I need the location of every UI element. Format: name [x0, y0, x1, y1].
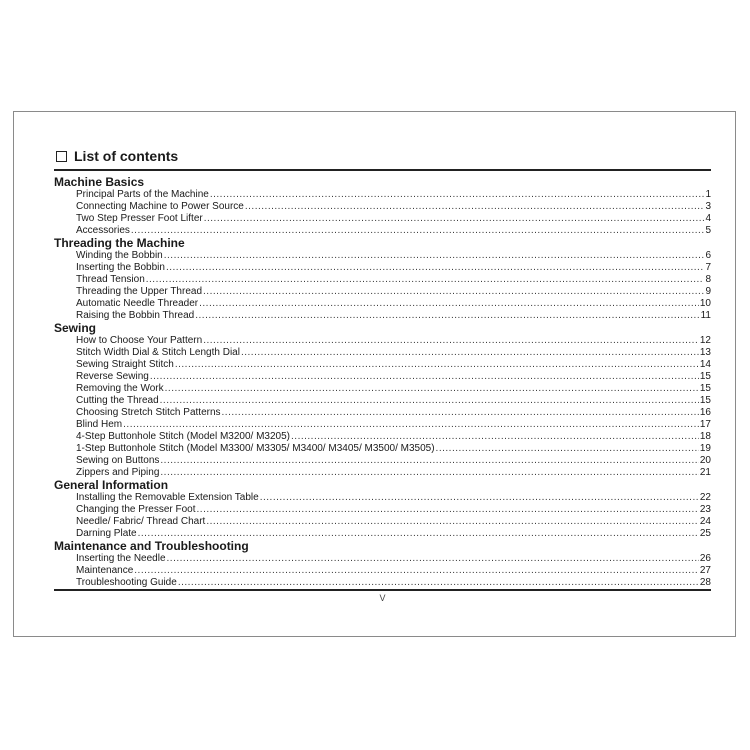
toc-entry-page: 18 — [699, 431, 711, 442]
dot-leader — [160, 395, 699, 407]
toc-entry-label: Automatic Needle Threader — [76, 298, 199, 309]
toc-entry-label: Sewing Straight Stitch — [76, 359, 174, 370]
toc-entry-page: 17 — [699, 419, 711, 430]
toc-entry-page: 9 — [705, 286, 711, 297]
toc-entry-page: 20 — [699, 455, 711, 466]
toc-entry-page: 28 — [699, 577, 711, 588]
toc-entry-page: 7 — [705, 262, 711, 273]
toc-entry[interactable] — [54, 419, 711, 431]
toc-entry[interactable] — [54, 310, 711, 322]
toc-entry-page: 1 — [705, 189, 711, 200]
toc-entry-page: 25 — [699, 528, 711, 539]
toc-entry-label: Zippers and Piping — [76, 467, 160, 478]
checkbox-icon — [56, 151, 67, 162]
toc-entry[interactable] — [54, 407, 711, 419]
title-row — [56, 148, 178, 164]
toc-entry-label: Thread Tension — [76, 274, 145, 285]
toc-entry[interactable] — [54, 274, 711, 286]
toc-entry-page: 15 — [699, 383, 711, 394]
toc-entry[interactable] — [54, 213, 711, 225]
toc-entry-label: 1-Step Buttonhole Stitch (Model M3300/ M3305/ M3400/ M3405/ M3500/ M3505) — [76, 443, 435, 454]
toc-entry-label: Troubleshooting Guide — [76, 577, 177, 588]
toc-entry[interactable] — [54, 298, 711, 310]
toc-entry-page: 10 — [699, 298, 711, 309]
toc-entry[interactable] — [54, 262, 711, 274]
dot-leader — [291, 431, 699, 443]
toc-entry-page: 15 — [699, 371, 711, 382]
dot-leader — [195, 310, 699, 322]
toc-entry[interactable] — [54, 383, 711, 395]
toc-entry-label: Threading the Upper Thread — [76, 286, 203, 297]
toc-entry-label: Winding the Bobbin — [76, 250, 163, 261]
toc-entry[interactable] — [54, 431, 711, 443]
toc-entry[interactable] — [54, 395, 711, 407]
toc-entry-label: Principal Parts of the Machine — [76, 189, 209, 200]
section-heading: Machine Basics — [54, 175, 145, 189]
toc-entry[interactable] — [54, 565, 711, 577]
toc-entry-label: Installing the Removable Extension Table — [76, 492, 259, 503]
toc-entry[interactable] — [54, 250, 711, 262]
toc-entry-page: 22 — [699, 492, 711, 503]
toc-entry-page: 13 — [699, 347, 711, 358]
dot-leader — [178, 577, 699, 589]
section-heading: General Information — [54, 478, 169, 492]
table-of-contents — [54, 176, 711, 589]
toc-entry[interactable] — [54, 286, 711, 298]
toc-entry-page: 15 — [699, 395, 711, 406]
top-divider — [54, 169, 711, 171]
dot-leader — [165, 383, 699, 395]
dot-leader — [146, 274, 705, 286]
toc-entry-label: Changing the Presser Foot — [76, 504, 196, 515]
toc-entry-label: Cutting the Thread — [76, 395, 159, 406]
toc-entry[interactable] — [54, 359, 711, 371]
toc-entry-page: 16 — [699, 407, 711, 418]
toc-entry-label: Choosing Stretch Stitch Patterns — [76, 407, 221, 418]
toc-entry-label: Connecting Machine to Power Source — [76, 201, 244, 212]
toc-entry-page: 3 — [705, 201, 711, 212]
toc-entry-label: Removing the Work — [76, 383, 164, 394]
toc-entry-page: 12 — [699, 335, 711, 346]
toc-entry-page: 5 — [705, 225, 711, 236]
toc-entry-label: 4-Step Buttonhole Stitch (Model M3200/ M3205) — [76, 431, 291, 442]
bottom-divider — [54, 589, 711, 591]
toc-entry-label: Blind Hem — [76, 419, 123, 430]
dot-leader — [160, 467, 698, 479]
toc-entry[interactable] — [54, 553, 711, 565]
toc-entry-page: 4 — [705, 213, 711, 224]
dot-leader — [203, 335, 699, 347]
toc-entry[interactable] — [54, 492, 711, 504]
section-heading: Threading the Machine — [54, 236, 185, 250]
toc-entry-label: Inserting the Needle — [76, 553, 166, 564]
dot-leader — [199, 298, 699, 310]
toc-entry-label: Needle/ Fabric/ Thread Chart — [76, 516, 206, 527]
dot-leader — [222, 407, 699, 419]
dot-leader — [206, 516, 699, 528]
dot-leader — [131, 225, 705, 237]
toc-entry[interactable] — [54, 443, 711, 455]
dot-leader — [167, 553, 699, 565]
dot-leader — [160, 455, 698, 467]
toc-entry-label: Reverse Sewing — [76, 371, 149, 382]
dot-leader — [175, 359, 699, 371]
dot-leader — [260, 492, 699, 504]
toc-entry-page: 21 — [699, 467, 711, 478]
toc-entry[interactable] — [54, 504, 711, 516]
toc-entry-page: 11 — [700, 310, 711, 321]
dot-leader — [203, 286, 704, 298]
toc-entry-label: Accessories — [76, 225, 130, 236]
toc-entry-label: Inserting the Bobbin — [76, 262, 165, 273]
toc-entry-label: Two Step Presser Foot Lifter — [76, 213, 203, 224]
dot-leader — [166, 262, 704, 274]
toc-entry[interactable] — [54, 516, 711, 528]
toc-entry[interactable] — [54, 335, 711, 347]
toc-entry[interactable] — [54, 189, 711, 201]
toc-entry-page: 8 — [705, 274, 711, 285]
toc-entry-page: 14 — [699, 359, 711, 370]
toc-entry-page: 19 — [699, 443, 711, 454]
dot-leader — [134, 565, 699, 577]
dot-leader — [204, 213, 705, 225]
toc-entry-label: Darning Plate — [76, 528, 137, 539]
page-title: List of contents — [74, 148, 179, 164]
document-page — [13, 111, 736, 637]
toc-entry-label: Sewing on Buttons — [76, 455, 160, 466]
dot-leader — [150, 371, 699, 383]
page-number: V — [379, 593, 386, 603]
toc-entry[interactable] — [54, 455, 711, 467]
toc-entry-page: 27 — [699, 565, 711, 576]
toc-entry[interactable] — [54, 577, 711, 589]
toc-entry-page: 26 — [699, 553, 711, 564]
dot-leader — [241, 347, 699, 359]
toc-entry[interactable] — [54, 201, 711, 213]
toc-entry[interactable] — [54, 347, 711, 359]
dot-leader — [245, 201, 705, 213]
toc-entry-page: 6 — [705, 250, 711, 261]
dot-leader — [210, 189, 705, 201]
dot-leader — [123, 419, 699, 431]
toc-entry[interactable] — [54, 371, 711, 383]
toc-entry-label: How to Choose Your Pattern — [76, 335, 203, 346]
toc-entry-page: 23 — [699, 504, 711, 515]
dot-leader — [164, 250, 705, 262]
section-heading: Maintenance and Troubleshooting — [54, 539, 249, 553]
toc-entry-label: Stitch Width Dial & Stitch Length Dial — [76, 347, 240, 358]
dot-leader — [197, 504, 699, 516]
toc-entry-label: Maintenance — [76, 565, 134, 576]
section-heading: Sewing — [54, 321, 97, 335]
toc-entry-page: 24 — [699, 516, 711, 527]
dot-leader — [436, 443, 699, 455]
toc-entry-label: Raising the Bobbin Thread — [76, 310, 195, 321]
